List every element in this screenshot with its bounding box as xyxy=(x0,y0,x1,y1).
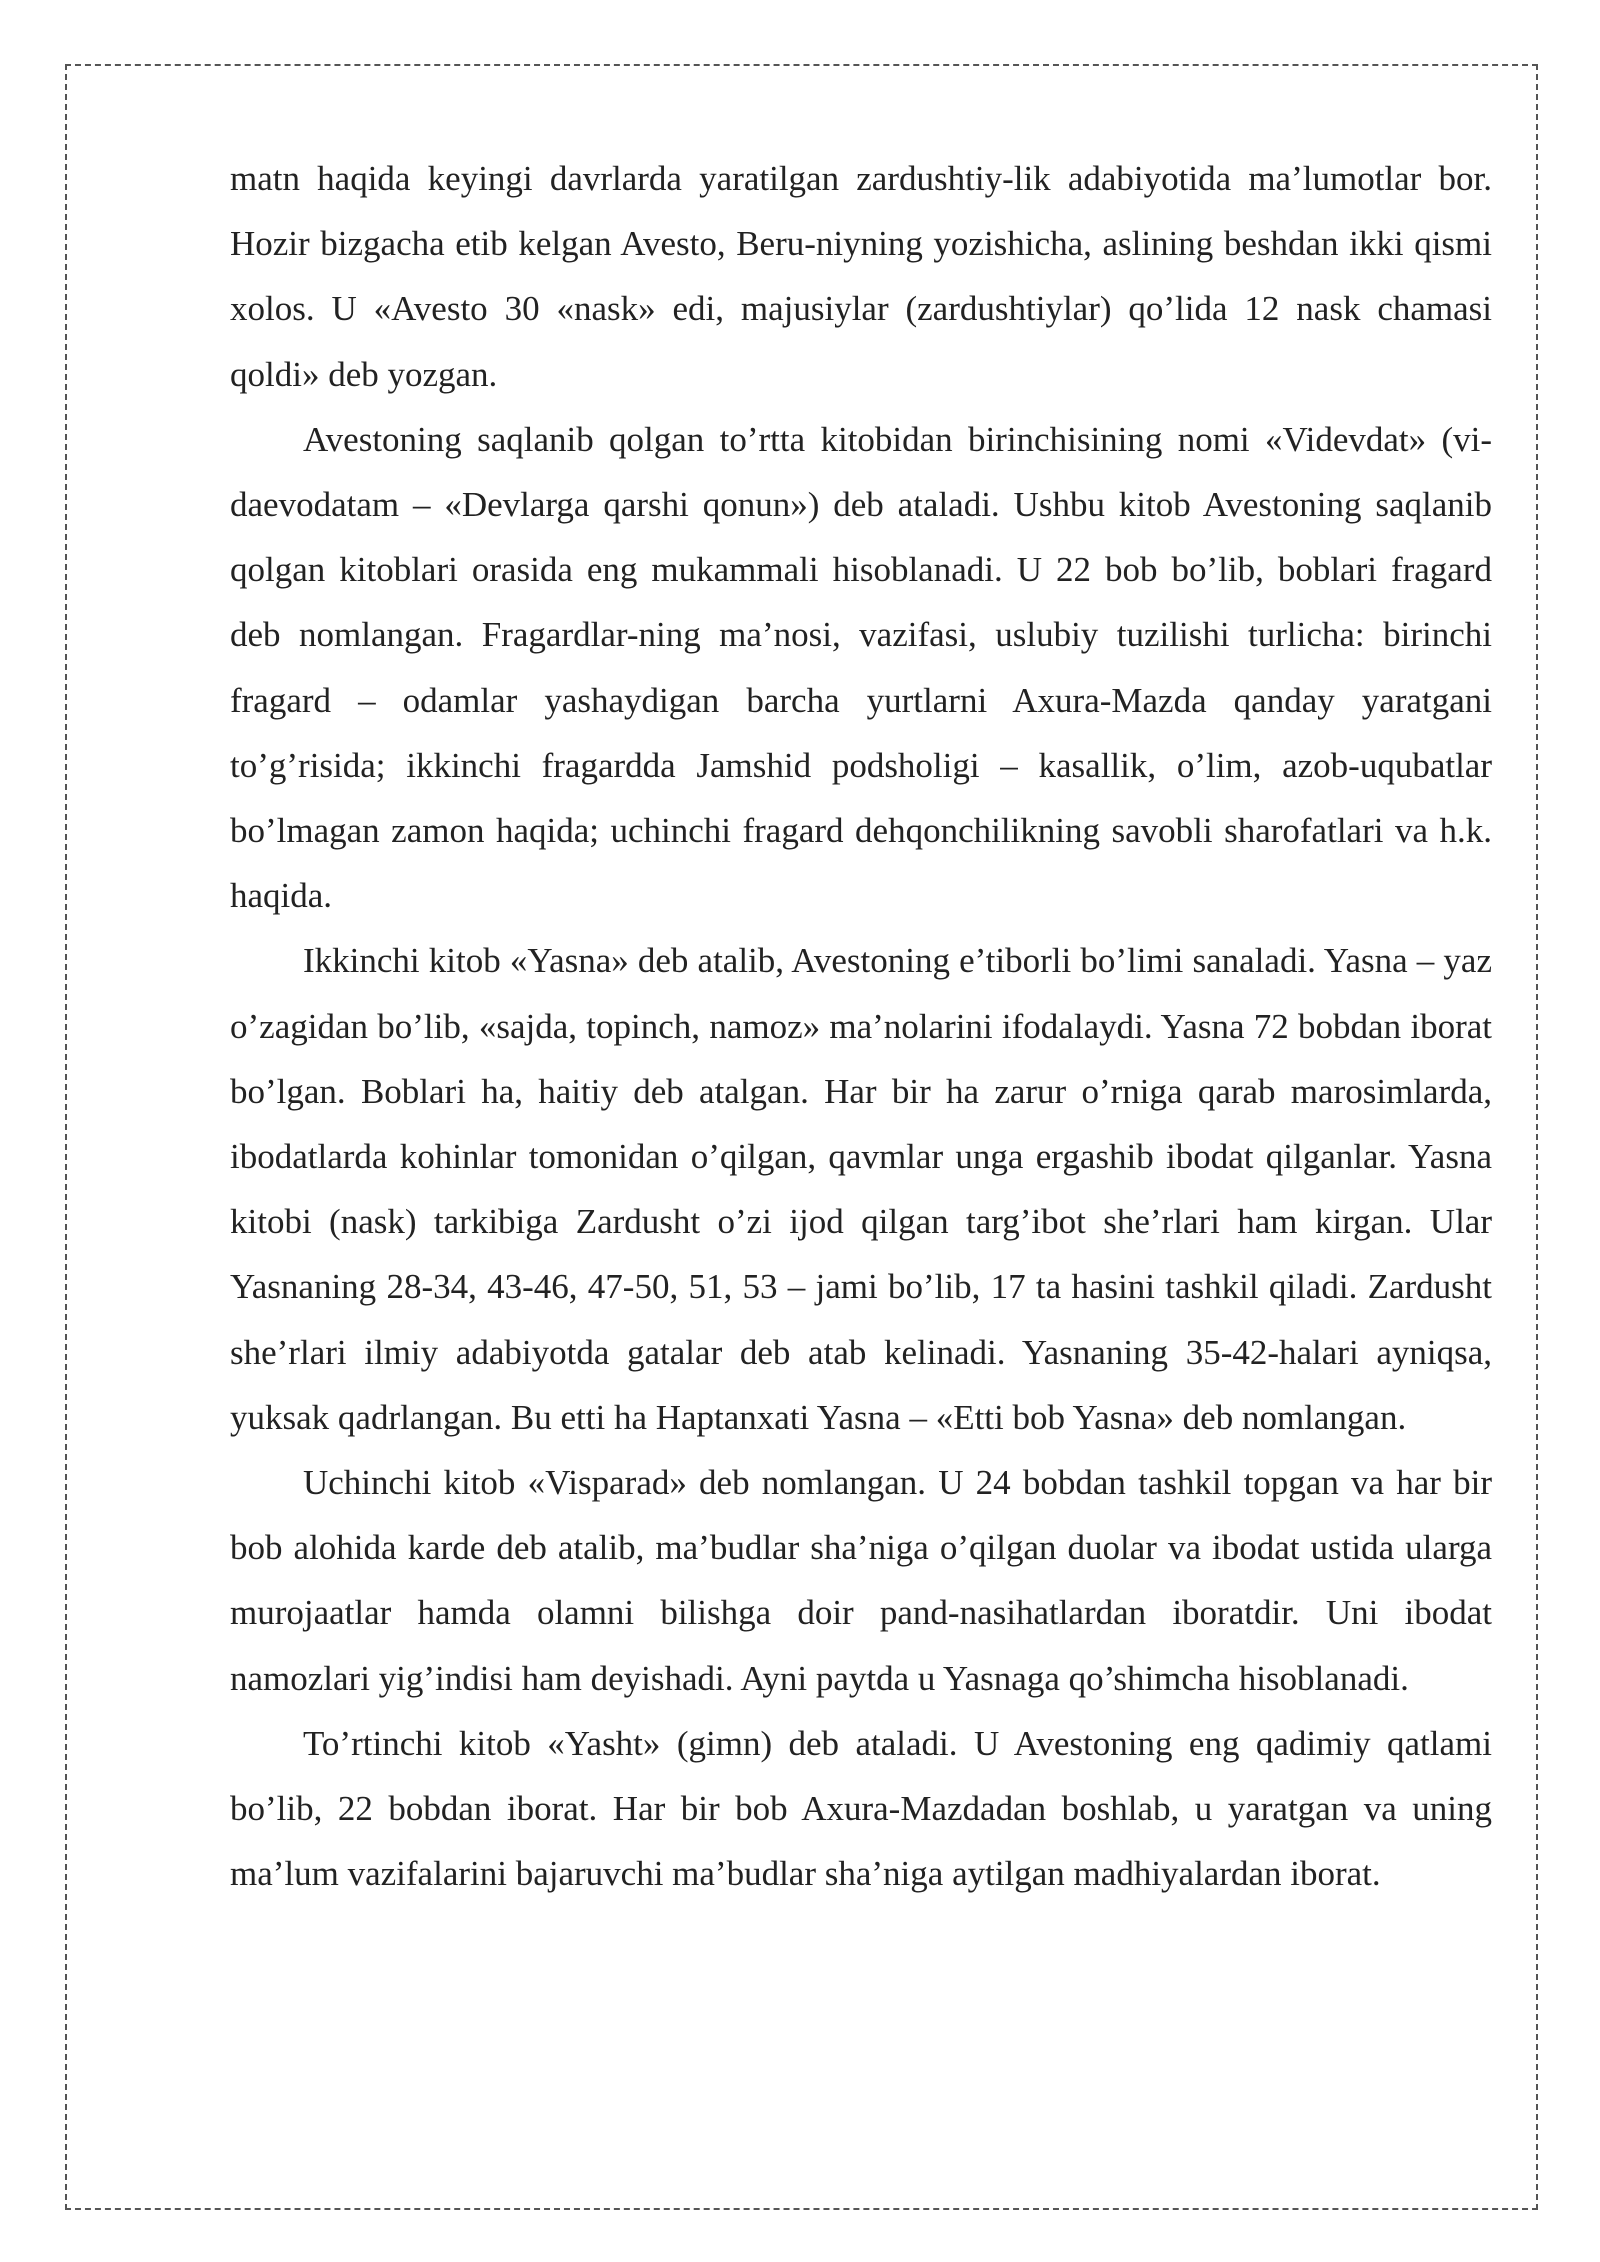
paragraph-videvdat: Avestoning saqlanib qolgan to’rtta kitobidan birinchisining nomi «Videvdat» (vi-daevodatam – «Devlarga qarshi qonun») deb ataladi. Ushbu kitob Avestoning saqlanib qolgan kitoblari orasida eng mukammali hisoblanadi. U 22 bob bo’lib, boblari fragard deb nomlangan. Fragardlar-ning ma’nosi, vazifasi, uslubiy tuzilishi turlicha: birinchi fragard – odamlar yashaydigan barcha yurtlarni Axura-Mazda qanday yaratgani to’g’risida; ikkinchi fragardda Jamshid podsholigi – kasallik, o’lim, azob-uqubatlar bo’lmagan zamon haqida; uchinchi fragard dehqonchilikning savobli sharofatlari va h.k. haqida. xyxy=(230,419,1492,916)
paragraph-continued: matn haqida keyingi davrlarda yaratilgan zardushtiy-lik adabiyotida ma’lumotlar bor. Hozir bizgacha etib kelgan Avesto, Beru-niyning yozishicha, aslining beshdan ikki qismi xolos. U «Avesto 30 «nask» edi, majusiylar (zardushtiylar) qo’lida 12 nask chamasi qoldi» deb yozgan. xyxy=(230,159,1492,394)
document-body xyxy=(230,146,1492,1906)
paragraph-visparad: Uchinchi kitob «Visparad» deb nomlangan. U 24 bobdan tashkil topgan va har bir bob alohida karde deb atalib, ma’budlar sha’niga o’qilgan duolar va ibodat ustida ularga murojaatlar hamda olamni bilishga doir pand-nasihatlardan iboratdir. Uni ibodat namozlari yig’indisi ham deyishadi. Ayni paytda u Yasnaga qo’shimcha hisoblanadi. xyxy=(230,1463,1492,1698)
paragraph-yasht: To’rtinchi kitob «Yasht» (gimn) deb ataladi. U Avestoning eng qadimiy qatlami bo’lib, 22 bobdan iborat. Har bir bob Axura-Mazdadan boshlab, u yaratgan va uning ma’lum vazifalarini bajaruvchi ma’budlar sha’niga aytilgan madhiyalardan iborat. xyxy=(230,1723,1492,1894)
paragraph-yasna: Ikkinchi kitob «Yasna» deb atalib, Avestoning e’tiborli bo’limi sanaladi. Yasna – yaz o’zagidan bo’lib, «sajda, topinch, namoz» ma’nolarini ifodalaydi. Yasna 72 bobdan iborat bo’lgan. Boblari ha, haitiy deb atalgan. Har bir ha zarur o’rniga qarab marosimlarda, ibodatlarda kohinlar tomonidan o’qilgan, qavmlar unga ergashib ibodat qilganlar. Yasna kitobi (nask) tarkibiga Zardusht o’zi ijod qilgan targ’ibot she’rlari ham kirgan. Ular Yasnaning 28-34, 43-46, 47-50, 51, 53 – jami bo’lib, 17 ta hasini tashkil qiladi. Zardusht she’rlari ilmiy adabiyotda gatalar deb atab kelinadi. Yasnaning 35-42-halari ayniqsa, yuksak qadrlangan. Bu etti ha Haptanxati Yasna – «Etti bob Yasna» deb nomlangan. xyxy=(230,941,1492,1437)
